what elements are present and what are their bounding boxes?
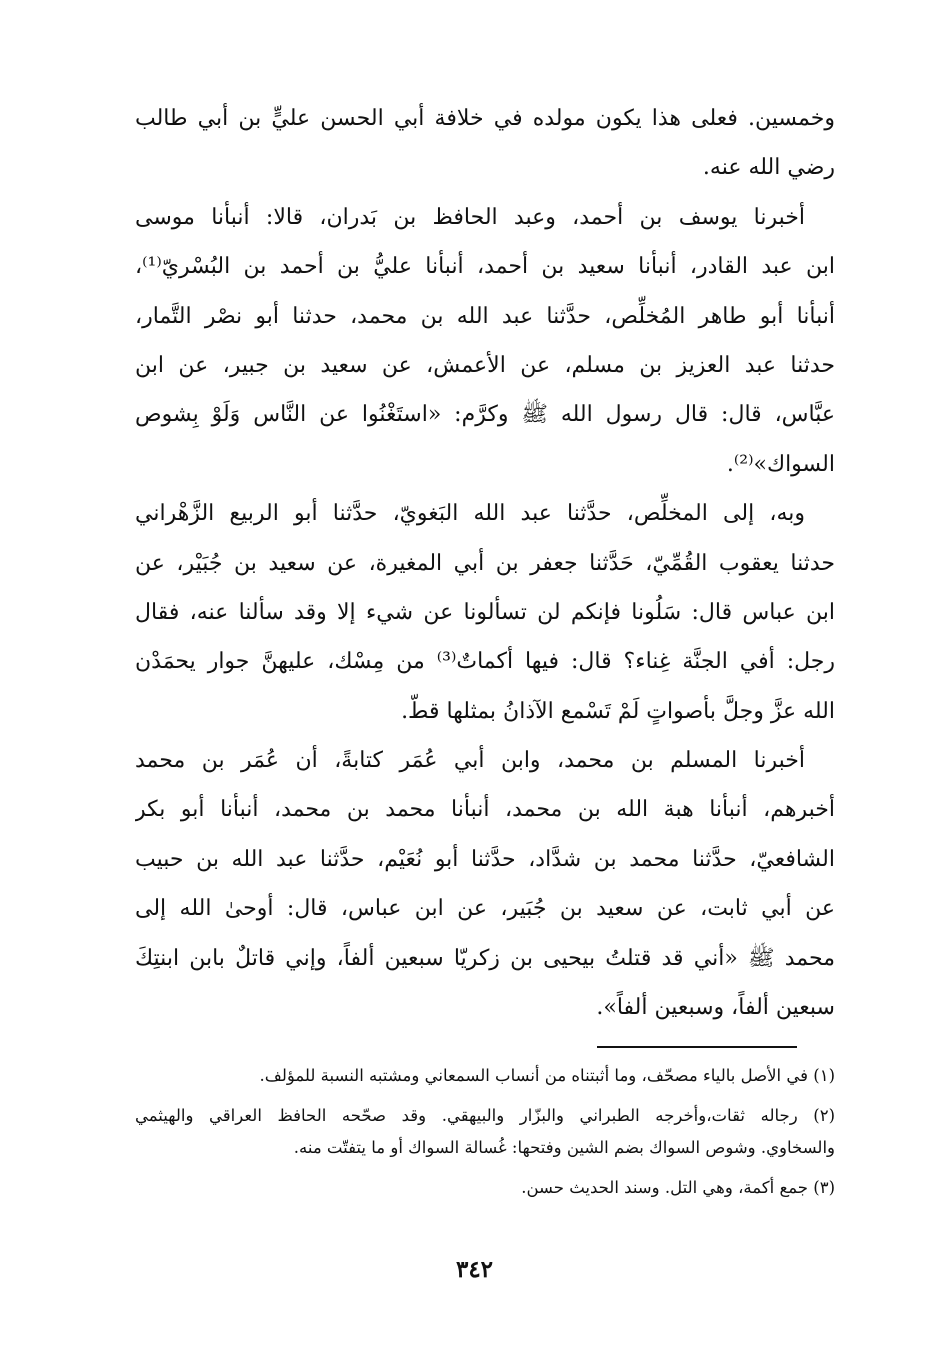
main-text xyxy=(135,94,835,1032)
text-line: وبه، إلى المخلِّص، حدَّثنا عبد الله البَغويّ، حدَّثنا أبو الربيع الزَّهْراني xyxy=(135,501,805,527)
text-line: أخبرنا يوسف بن أحمد، وعبد الحافظ بن بَدران، قالا: أنبأنا موسى xyxy=(135,204,806,230)
text-line: حدثنا عبد العزيز بن مسلم، عن الأعمش، عن سعيد بن جبير، عن ابن xyxy=(135,352,835,378)
paragraph-1 xyxy=(135,94,835,193)
text-line: رجل: أفي الجنَّة غِناء؟ قال: فيها أكماتٌ⁽³⁾ من مِسْك، عليهنَّ جوار يحمَدْن xyxy=(135,649,835,675)
paragraph-2 xyxy=(135,193,835,489)
text-line: ابن عبد القادر، أنبأنا سعيد بن أحمد، أنبأنا عليُّ بن أحمد بن البُسْريّ⁽¹⁾، xyxy=(135,254,835,280)
text-line: محمد ﷺ «أني قد قتلتُ بيحيى بن زكريّا سبعين ألفاً، وإني قاتلٌ بابن ابنتِكَ xyxy=(135,945,835,971)
footnote-divider xyxy=(597,1046,797,1048)
text-line: أخبرهم، أنبأنا هبة الله بن محمد، أنبأنا محمد بن محمد، أنبأنا أبو بكر xyxy=(135,797,835,823)
paragraph-3 xyxy=(135,489,835,736)
footnotes xyxy=(135,1060,835,1204)
text-line: عبَّاس، قال: قال رسول الله ﷺ وكرَّم: «استَغْنُوا عن النَّاس وَلَوْ بِشوص xyxy=(135,402,835,428)
footnote-1: (١) في الأصل بالياء مصحّف، وما أثبتناه من أنساب السمعاني ومشتبه النسبة للمؤلف. xyxy=(259,1066,835,1085)
text-line: سبعين ألفاً، وسبعين ألفاً». xyxy=(596,995,835,1021)
footnote-2: (٢) رجاله ثقات،وأخرجه الطبراني والبزّار والبيهقي. وقد صحّحه الحافظ العراقي والهيثمي xyxy=(135,1106,835,1125)
text-line: ابن عباس قال: سَلُونا فإنكم لن تسألونا عن شيء إلا وقد سألنا عنه، فقال xyxy=(135,599,835,625)
text-line: عن أبي ثابت، عن سعيد بن جُبَير، عن ابن عباس، قال: أوحىٰ الله إلى xyxy=(135,896,835,922)
footnote-3: (٣) جمع أكمة، وهي التل. وسند الحديث حسن. xyxy=(521,1178,835,1197)
text-line: الشافعيّ، حدَّثنا محمد بن شدَّاد، حدَّثنا أبو نُعَيْم، حدَّثنا عبد الله بن حبيب xyxy=(135,846,835,872)
paragraph-4 xyxy=(135,736,835,1032)
page-number: ٣٤٢ xyxy=(455,1256,494,1283)
text-line: رضي الله عنه. xyxy=(702,155,835,181)
text-line: حدثنا يعقوب القُمِّيّ، حَدَّثنا جعفر بن أبي المغيرة، عن سعيد بن جُبَيْر، عن xyxy=(135,550,835,576)
text-line: السواك»⁽²⁾. xyxy=(726,451,835,477)
footnote-2-continued: والسخاوي. وشوص السواك بضم الشين وفتحها: غُسالة السواك أو ما يتفتّت منه. xyxy=(293,1138,835,1157)
text-line: الله عزَّ وجلَّ بأصواتٍ لَمْ تَسْمع الآذانُ بمثلها قطّ. xyxy=(401,698,835,724)
text-line: وخمسين. فعلى هذا يكون مولده في خلافة أبي الحسن عليٍّ بن أبي طالب xyxy=(135,106,835,131)
text-line: أخبرنا المسلم بن محمد، وابن أبي عُمَر كتابةً، أن عُمَر بن محمد xyxy=(135,748,805,774)
text-line: أنبأنا أبو طاهر المُخلِّص، حدَّثنا عبد الله بن محمد، حدثنا أبو نصْر التَّمار، xyxy=(135,303,835,329)
